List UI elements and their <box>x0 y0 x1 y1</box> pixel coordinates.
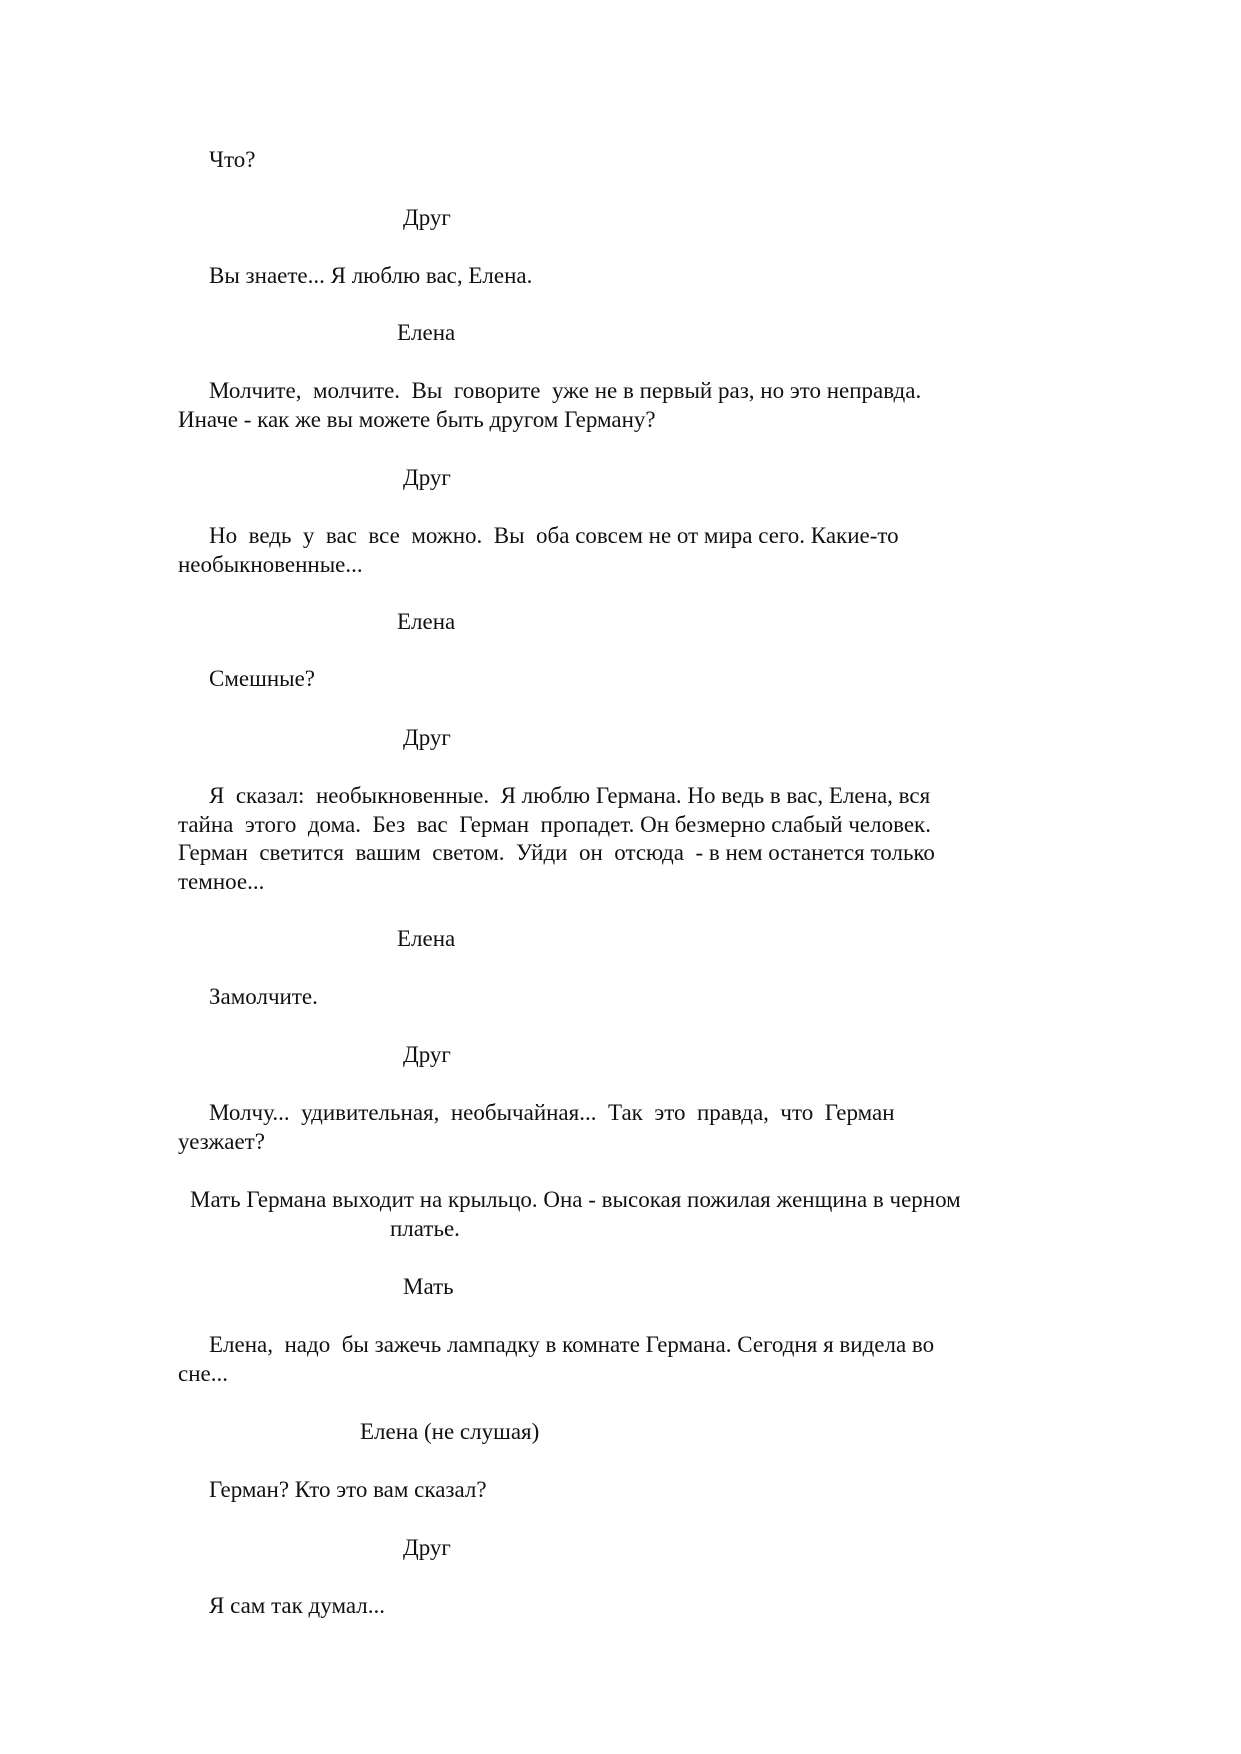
speech-line: Герман? Кто это вам сказал? <box>209 1477 487 1502</box>
speech-line: Я сказал: необыкновенные. Я люблю Германа. Но ведь в вас, Елена, вся <box>209 783 931 808</box>
speech-line: Елена, надо бы зажечь лампадку в комнате Германа. Сегодня я видела во <box>209 1332 935 1357</box>
stage-direction-line: Мать Германа выходит на крыльцо. Она - высокая пожилая женщина в черном <box>190 1187 961 1212</box>
speech-line: Вы знаете... Я люблю вас, Елена. <box>209 263 533 288</box>
speech-line: Герман светится вашим светом. Уйди он отсюда - в нем останется только <box>178 840 935 865</box>
speech-line: Что? <box>209 147 256 172</box>
speech-line: необыкновенные... <box>178 552 363 577</box>
speaker-name: Елена <box>397 926 456 951</box>
speaker-name: Друг <box>403 1042 451 1067</box>
speaker-name: Друг <box>403 465 451 490</box>
speech-line: темное... <box>178 869 265 894</box>
speaker-name: Елена <box>397 609 456 634</box>
speech-line: Молчите, молчите. Вы говорите уже не в первый раз, но это неправда. <box>209 378 922 403</box>
speech-line: Но ведь у вас все можно. Вы оба совсем не от мира сего. Какие-то <box>209 523 899 548</box>
speech-line: сне... <box>178 1361 228 1386</box>
speaker-name: Друг <box>403 725 451 750</box>
speech-line: Молчу... удивительная, необычайная... Так это правда, что Герман <box>209 1100 895 1125</box>
speech-line: Я сам так думал... <box>209 1593 385 1618</box>
speaker-name: Друг <box>403 205 451 230</box>
speech-line: уезжает? <box>178 1129 265 1154</box>
speaker-name: Мать <box>403 1274 454 1299</box>
speaker-name: Елена (не слушая) <box>360 1419 540 1444</box>
speech-line: Замолчите. <box>209 984 318 1009</box>
speech-line: Смешные? <box>209 666 315 691</box>
stage-direction-line: платье. <box>390 1216 460 1241</box>
speech-line: тайна этого дома. Без вас Герман пропадет. Он безмерно слабый человек. <box>178 812 931 837</box>
speaker-name: Елена <box>397 320 456 345</box>
speech-line: Иначе - как же вы можете быть другом Герману? <box>178 407 656 432</box>
speaker-name: Друг <box>403 1535 451 1560</box>
